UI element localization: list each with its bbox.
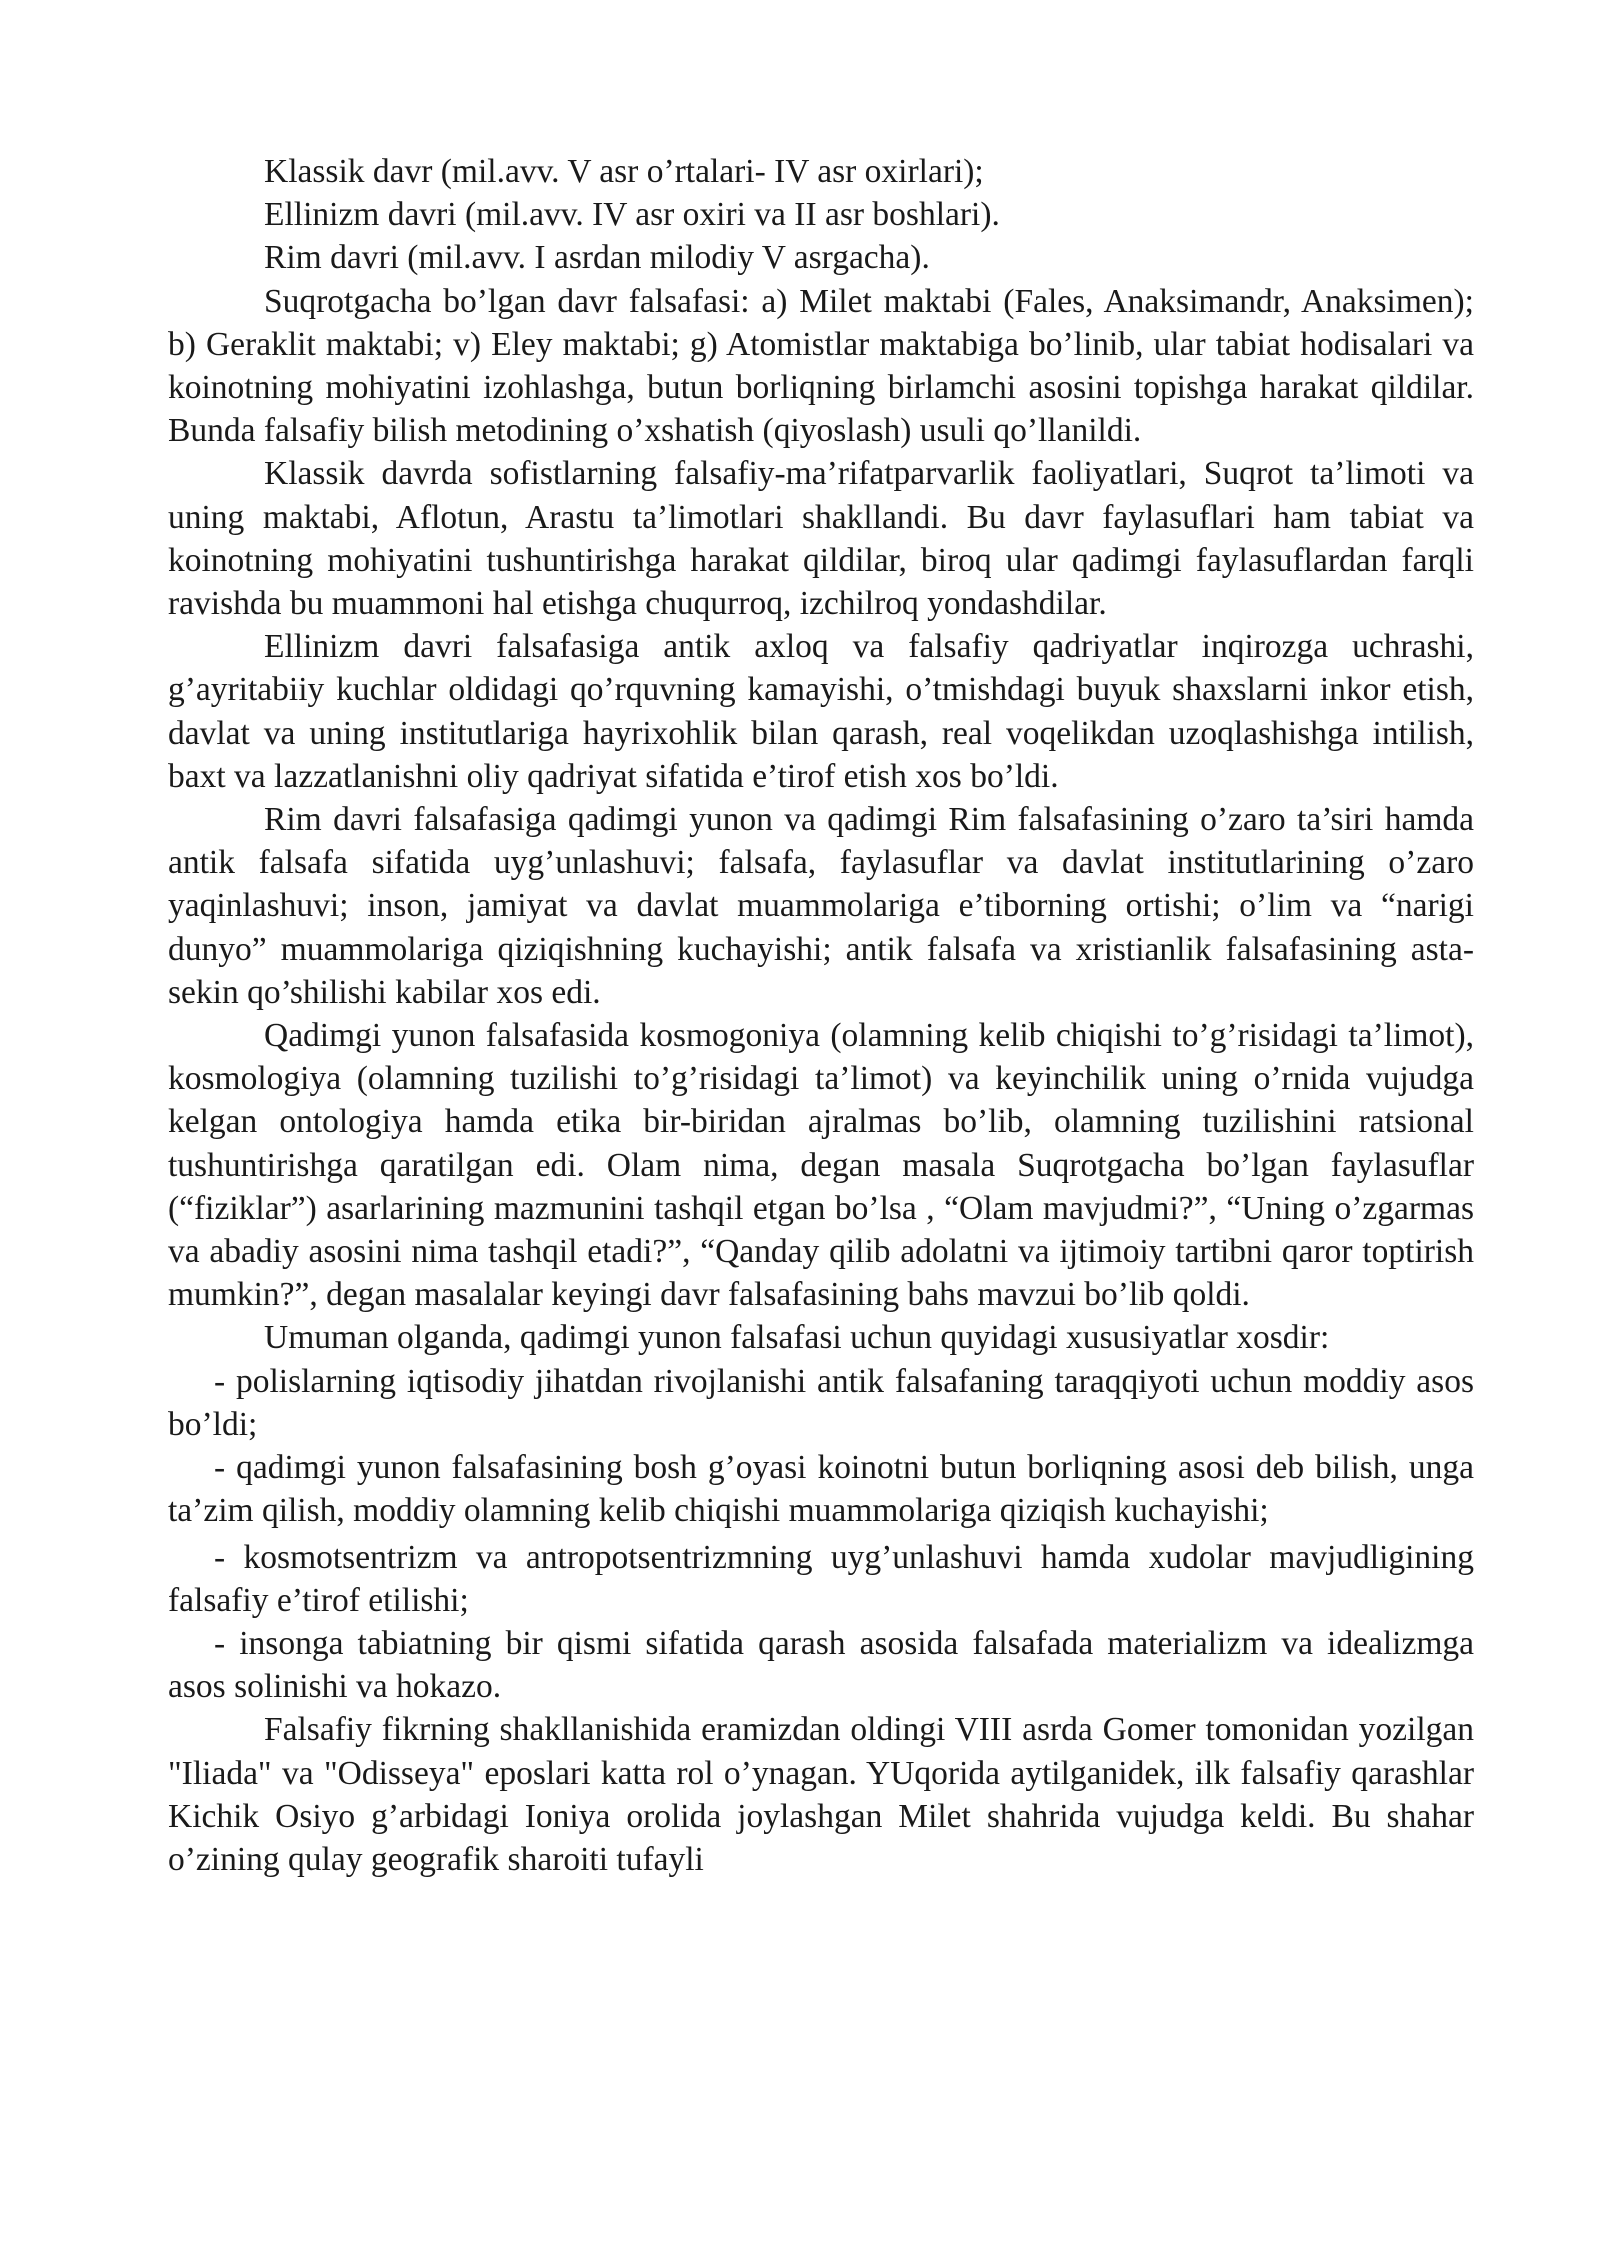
- document-page: [168, 150, 1474, 1881]
- bullet-item-cosmocentrism: - kosmotsentrizm va antropotsentrizmning uyg’unlashuvi hamda xudolar mavjudligining falsafiy e’tirof etilishi;: [168, 1538, 1474, 1619]
- paragraph-hellenistic: Ellinizm davri falsafasiga antik axloq va falsafiy qadriyatlar inqirozga uchrashi, g’ayritabiiy kuchlar oldidagi qo’rquvning kamayishi, o’tmishdagi buyuk shaxslarni inkor etish, davlat va uning institutlariga hayrixohlik bilan qarash, real voqelikdan uzoqlashishga intilish, baxt va lazzatlanishni oliy qadriyat sifatida e’tirof etish xos bo’ldi.: [168, 628, 1474, 795]
- intro-line-hellenistic-period: Ellinizm davri (mil.avv. IV asr oxiri va II asr boshlari).: [264, 196, 1000, 234]
- paragraph-roman: Rim davri falsafasiga qadimgi yunon va qadimgi Rim falsafasining o’zaro ta’siri hamda antik falsafa sifatida uyg’unlashuvi; falsafa, faylasuflar va davlat institutlarining o’zaro yaqinlashuvi; inson, jamiyat va davlat muammolariga e’tiborning ortishi; o’lim va “narigi dunyo” muammolariga qiziqishning kuchayishi; antik falsafa va xristianlik falsafasining asta-sekin qo’shilishi kabilar xos edi.: [168, 801, 1474, 1011]
- bullet-item-polis: - polislarning iqtisodiy jihatdan rivojlanishi antik falsafaning taraqqiyoti uchun moddiy asos bo’ldi;: [168, 1362, 1474, 1443]
- intro-line-classical-period: Klassik davr (mil.avv. V asr o’rtalari- IV asr oxirlari);: [264, 153, 984, 190]
- paragraph-greek-cosmogony: Qadimgi yunon falsafasida kosmogoniya (olamning kelib chiqishi to’g’risidagi ta’limot), kosmologiya (olamning tuzilishi to’g’risidagi ta’limot) va keyinchilik uning o’rnida vujudga kelgan ontologiya hamda etika bir-biridan ajralmas bo’lib, olamning tuzilishini ratsional tushuntirishga qaratilgan edi. Olam nima, degan masala Suqrotgacha bo’lgan faylasuflar (“fiziklar”) asarlarining mazmunini tashqil etgan bo’lsa , “Olam mavjudmi?”, “Uning o’zgarmas va abadiy asosini nima tashqil etadi?”, “Qanday qilib adolatni va ijtimoiy tartibni qaror toptirish mumkin?”, degan masalalar keyingi davr falsafasining bahs mavzui bo’lib qoldi.: [168, 1017, 1474, 1314]
- paragraph-features-intro: Umuman olganda, qadimgi yunon falsafasi uchun quyidagi xususiyatlar xosdir:: [264, 1319, 1330, 1357]
- bullet-item-main-idea: - qadimgi yunon falsafasining bosh g’oyasi koinotni butun borliqning asosi deb bilish, unga ta’zim qilish, moddiy olamning kelib chiqishi muammolariga qiziqish kuchayishi;: [168, 1449, 1474, 1530]
- paragraph-homer: Falsafiy fikrning shakllanishida eramizdan oldingi VIII asrda Gomer tomonidan yozilgan "Iliada" va "Odisseya" eposlari katta rol o’ynagan. YUqorida aytilganidek, ilk falsafiy qarashlar Kichik Osiyo g’arbidagi Ioniya orolida joylashgan Milet shahrida vujudga keldi. Bu shahar o’zining qulay geografik sharoiti tufayli: [168, 1711, 1474, 1878]
- paragraph-classical: Klassik davrda sofistlarning falsafiy-ma’rifatparvarlik faoliyatlari, Suqrot ta’limoti va uning maktabi, Aflotun, Arastu ta’limotlari shakllandi. Bu davr faylasuflari ham tabiat va koinotning mohiyatini tushuntirishga harakat qildilar, biroq ular qadimgi faylasuflardan farqli ravishda bu muammoni hal etishga chuqurroq, izchilroq yondashdilar.: [168, 455, 1474, 623]
- paragraph-presocratic: Suqrotgacha bo’lgan davr falsafasi: a) Milet maktabi (Fales, Anaksimandr, Anaksimen); b) Geraklit maktabi; v) Eley maktabi; g) Atomistlar maktabiga bo’linib, ular tabiat hodisalari va koinotning mohiyatini izohlashga, butun borliqning birlamchi asosini topishga harakat qildilar. Bunda falsafiy bilish metodining o’xshatish (qiyoslash) usuli qo’llanildi.: [168, 282, 1474, 450]
- bullet-item-materialism: - insonga tabiatning bir qismi sifatida qarash asosida falsafada materializm va idealizmga asos solinishi va hokazo.: [168, 1624, 1474, 1706]
- intro-line-roman-period: Rim davri (mil.avv. I asrdan milodiy V asrgacha).: [264, 239, 930, 277]
